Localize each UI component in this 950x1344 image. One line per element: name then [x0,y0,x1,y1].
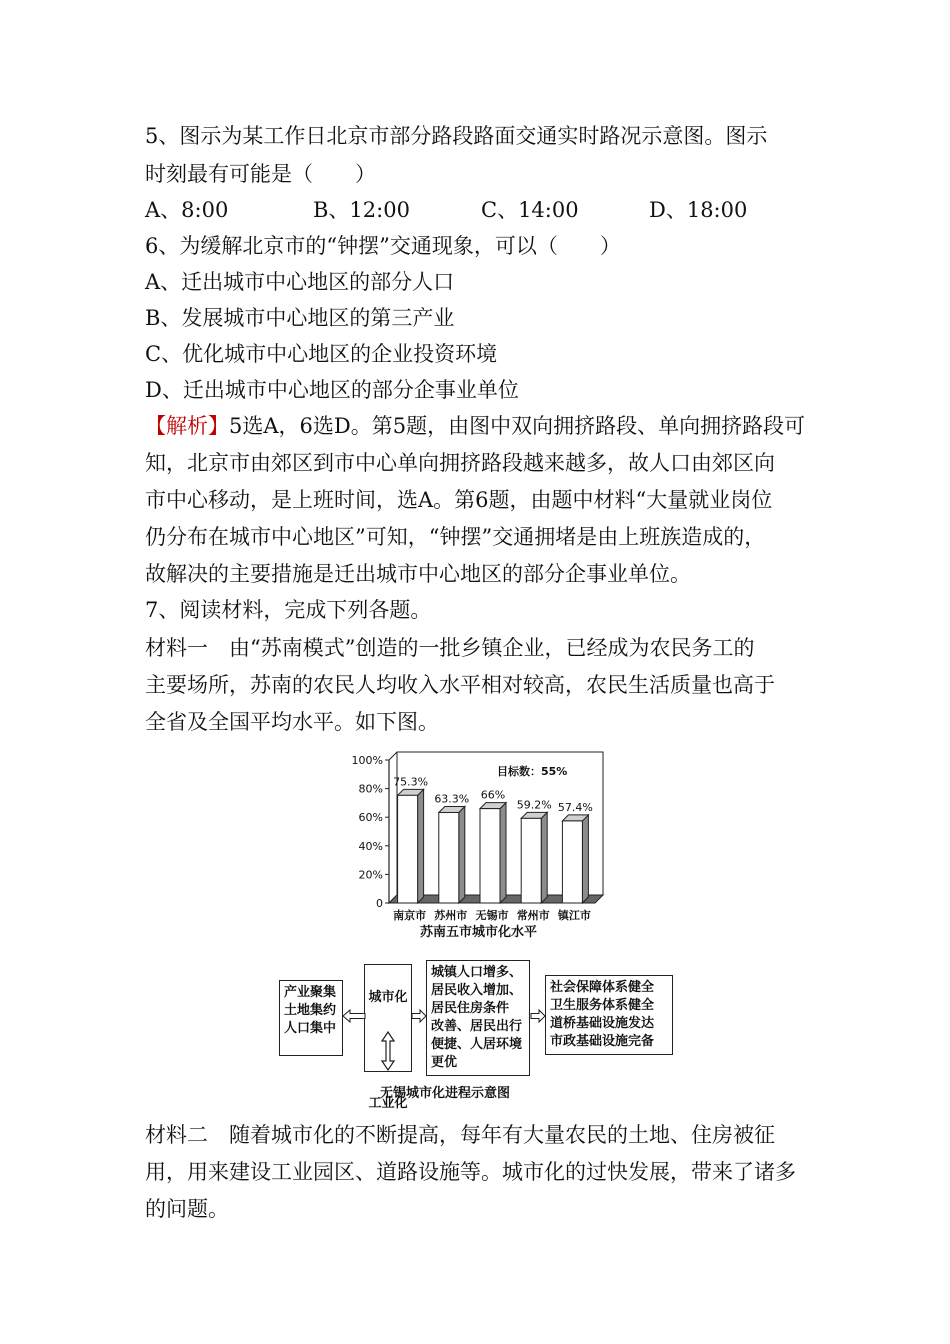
flow-box-infrastructure: 社会保障体系健全 卫生服务体系健全 道桥基础设施发达 市政基础设施完备 [545,975,673,1055]
bar-side [541,812,547,903]
flow-box-results: 城镇人口增多、 居民收入增加、 居民住房条件 改善、居民出行 便捷、人居环境 更优 [426,960,530,1076]
q6-option-b: B、发展城市中心地区的第三产业 [145,306,455,330]
analysis-line3: 市中心移动，是上班时间，选A。第6题，由题中材料“大量就业岗位 [145,488,773,512]
bar-side [582,815,588,903]
bar-value-label: 63.3% [434,792,470,806]
bar-side [418,789,424,903]
y-tick-label: 60% [358,811,383,825]
bar-value-label: 59.2% [516,798,552,812]
y-tick-label: 80% [358,782,383,796]
q5-stem-line2: 时刻最有可能是（ ） [145,162,376,186]
bar [439,812,459,903]
bar [521,818,541,903]
urbanization-bar-chart [345,748,605,924]
bar-value-label: 57.4% [557,800,593,814]
material2-line2: 用，用来建设工业园区、道路设施等。城市化的过快发展，带来了诸多 [145,1160,796,1184]
q5-option-c: C、14:00 [481,198,579,222]
material2-line1: 材料二 随着城市化的不断提高，每年有大量农民的土地、住房被征 [145,1123,775,1147]
category-label: 无锡市 [475,909,509,922]
bar [480,809,500,903]
bar [398,795,418,903]
analysis-line2: 知，北京市由郊区到市中心单向拥挤路段越来越多，故人口由郊区向 [145,451,775,475]
analysis-tag: 【解析】 [145,414,229,438]
left-arrow-icon [341,1008,367,1024]
q7-stem: 7、阅读材料，完成下列各题。 [145,598,432,622]
bar-side [459,806,465,903]
y-tick-label: 0 [376,897,383,910]
analysis-text1: 5选A，6选D。第5题，由图中双向拥挤路段、单向拥挤路段可 [229,414,806,438]
q5-stem-line1: 5、图示为某工作日北京市部分路段路面交通实时路况示意图。图示 [145,124,768,148]
analysis-line1 [145,408,805,444]
y-tick-label: 100% [351,754,383,767]
material1-line3: 全省及全国平均水平。如下图。 [145,710,439,734]
material1-line2: 主要场所，苏南的农民人均收入水平相对较高，农民生活质量也高于 [145,673,775,697]
flow-box-industry: 产业聚集 土地集约 人口集中 [279,980,343,1056]
analysis-line4: 仍分布在城市中心地区”可知，“钟摆”交通拥堵是由上班族造成的， [145,525,766,549]
q6-stem: 6、为缓解北京市的“钟摆”交通现象，可以（ ） [145,234,621,258]
category-label: 镇江市 [557,909,591,922]
material2-line3: 的问题。 [145,1197,229,1221]
flow-caption: 无锡城市化进程示意图 [380,1086,511,1101]
category-label: 常州市 [516,909,550,922]
right-arrow-icon-2 [529,1008,547,1024]
chart-target-annotation: 目标数：55% [497,765,568,778]
q5-option-a: A、8:00 [145,198,229,222]
flow-urbanization-label: 城市化 [368,990,408,1005]
q5-options [145,192,747,228]
q6-option-d: D、迁出城市中心地区的部分企事业单位 [145,378,519,402]
category-label: 南京市 [393,909,427,922]
chart-title: 苏南五市城市化水平 [420,925,538,940]
category-label: 苏州市 [434,909,468,922]
bar-side [500,803,506,903]
q6-option-a: A、迁出城市中心地区的部分人口 [145,270,455,294]
analysis-line5: 故解决的主要措施是迁出城市中心地区的部分企事业单位。 [145,562,691,586]
material1-line1: 材料一 由“苏南模式”创造的一批乡镇企业，已经成为农民务工的 [145,636,755,660]
y-tick-label: 40% [358,839,383,853]
double-arrow-vertical-icon [381,1031,395,1071]
right-arrow-icon-1 [410,1008,428,1024]
bar-value-label: 75.3% [393,775,429,789]
flow-box-center [364,964,412,1111]
bar [562,821,582,903]
q6-option-c: C、优化城市中心地区的企业投资环境 [145,342,498,366]
q5-option-b: B、12:00 [313,198,410,222]
q5-option-d: D、18:00 [649,198,748,222]
y-tick-label: 20% [358,868,383,882]
flow-industrialization-label: 工业化 [368,1096,408,1111]
bar-value-label: 66% [480,788,506,802]
